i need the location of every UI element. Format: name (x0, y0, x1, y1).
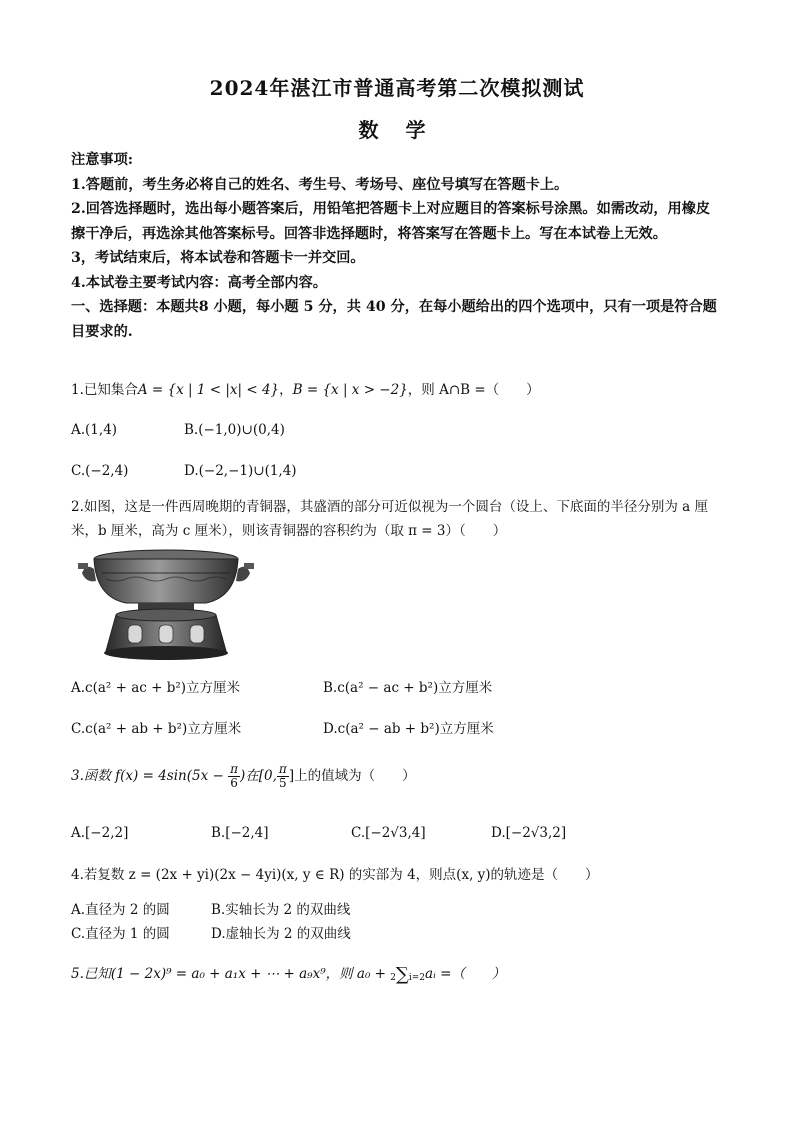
q5-sum-top: 2 (390, 972, 396, 983)
q2-option-c: C.c(a² + ab + b²)立方厘米 (71, 721, 242, 737)
q1-option-d: D.(−2,−1)∪(1,4) (184, 463, 297, 479)
q3-fraction-pi-6 (228, 763, 240, 790)
notes-item-3: 3，考试结束后，将本试卷和答题卡一并交回。 (71, 250, 365, 266)
q1-stem-pre: 1.已知集合 (71, 382, 138, 398)
q3-frac2-den: 5 (279, 776, 287, 790)
q1-option-b: B.(−1,0)∪(0,4) (184, 422, 285, 438)
question-1 (71, 378, 731, 402)
section-heading: 一、选择题：本题共8 小题，每小题 5 分，共 40 分，在每小题给出的四个选项中，只有一项是符合题目要求的. (71, 299, 717, 340)
notes-heading: 注意事项: (71, 152, 133, 168)
q5-post: aᵢ =（ ） (425, 966, 506, 982)
notes-item-1: 1.答题前，考生务必将自己的姓名、考生号、考场号、座位号填写在答题卡上。 (71, 176, 569, 193)
q3-option-a: A.[−2,2] (71, 825, 129, 841)
exam-subject: 数 学 (358, 118, 436, 142)
q1-option-c: C.(−2,4) (71, 463, 129, 479)
q3-frac1-den: 6 (230, 776, 238, 790)
q1-stem-post: ，则 A∩B =（ ） (407, 382, 540, 398)
exam-notes (71, 148, 723, 344)
q2-option-b: B.c(a² − ac + b²)立方厘米 (323, 680, 493, 696)
notes-item-4: 4.本试卷主要考试内容：高考全部内容。 (71, 274, 327, 291)
q2-option-d: D.c(a² − ab + b²)立方厘米 (323, 721, 494, 737)
q2-option-a: A.c(a² + ac + b²)立方厘米 (71, 680, 241, 696)
q4-option-c: C.直径为 1 的圆 (71, 926, 170, 942)
q1-set-a: A = {x | 1 < |x| < 4} (137, 382, 280, 398)
q4-option-a: A.直径为 2 的圆 (71, 902, 170, 918)
sigma-icon: ∑ (396, 963, 409, 985)
question-5 (71, 962, 731, 986)
q1-option-a: A.(1,4) (71, 422, 118, 438)
q3-frac2-num: π (278, 762, 287, 776)
question-2: 2.如图，这是一件西周晚期的青铜器，其盛酒的部分可近似视为一个圆台（设上、下底面的半径分别为 a 厘米，b 厘米，高为 c 厘米），则该青铜器的容积约为（取 π = 3）（ ） (71, 499, 709, 539)
q3-post: ]上的值域为（ ） (288, 768, 416, 784)
q3-pre: 3.函数 f(x) = 4sin(5x − (71, 768, 224, 784)
q5-summation (390, 963, 426, 985)
q3-option-d: D.[−2√3,2] (491, 825, 567, 841)
q3-option-b: B.[−2,4] (211, 825, 269, 841)
q3-fraction-pi-5 (277, 763, 289, 790)
q4-option-b: B.实轴长为 2 的双曲线 (211, 902, 351, 918)
q5-sum-bottom: i=2 (408, 972, 426, 983)
q3-option-c: C.[−2√3,4] (351, 825, 426, 841)
q1-comma: ， (279, 382, 293, 398)
bronze-vessel-illustration (76, 545, 256, 663)
question-4: 4.若复数 z = (2x + yi)(2x − 4yi)(x, y ∈ R) 的实部为 4，则点(x, y)的轨迹是（ ） (71, 867, 599, 883)
q4-option-d: D.虚轴长为 2 的双曲线 (211, 926, 351, 942)
q5-pre: 5.已知(1 − 2x)⁹ = a₀ + a₁x + ⋯ + a₉x⁹，则 a₀ + (71, 966, 386, 982)
exam-title: 2024年湛江市普通高考第二次模拟测试 (209, 76, 585, 100)
q3-frac1-num: π (230, 762, 238, 776)
q3-mid: )在[0, (240, 768, 277, 784)
notes-item-2: 2.回答选择题时，选出每小题答案后，用铅笔把答题卡上对应题目的答案标号涂黑。如需改动，用橡皮擦干净后，再选涂其他答案标号。回答非选择题时，将答案写在答题卡上。写在本试卷上无效。 (71, 201, 711, 242)
q1-set-b: B = {x | x > −2} (292, 382, 408, 398)
question-3 (71, 763, 731, 790)
